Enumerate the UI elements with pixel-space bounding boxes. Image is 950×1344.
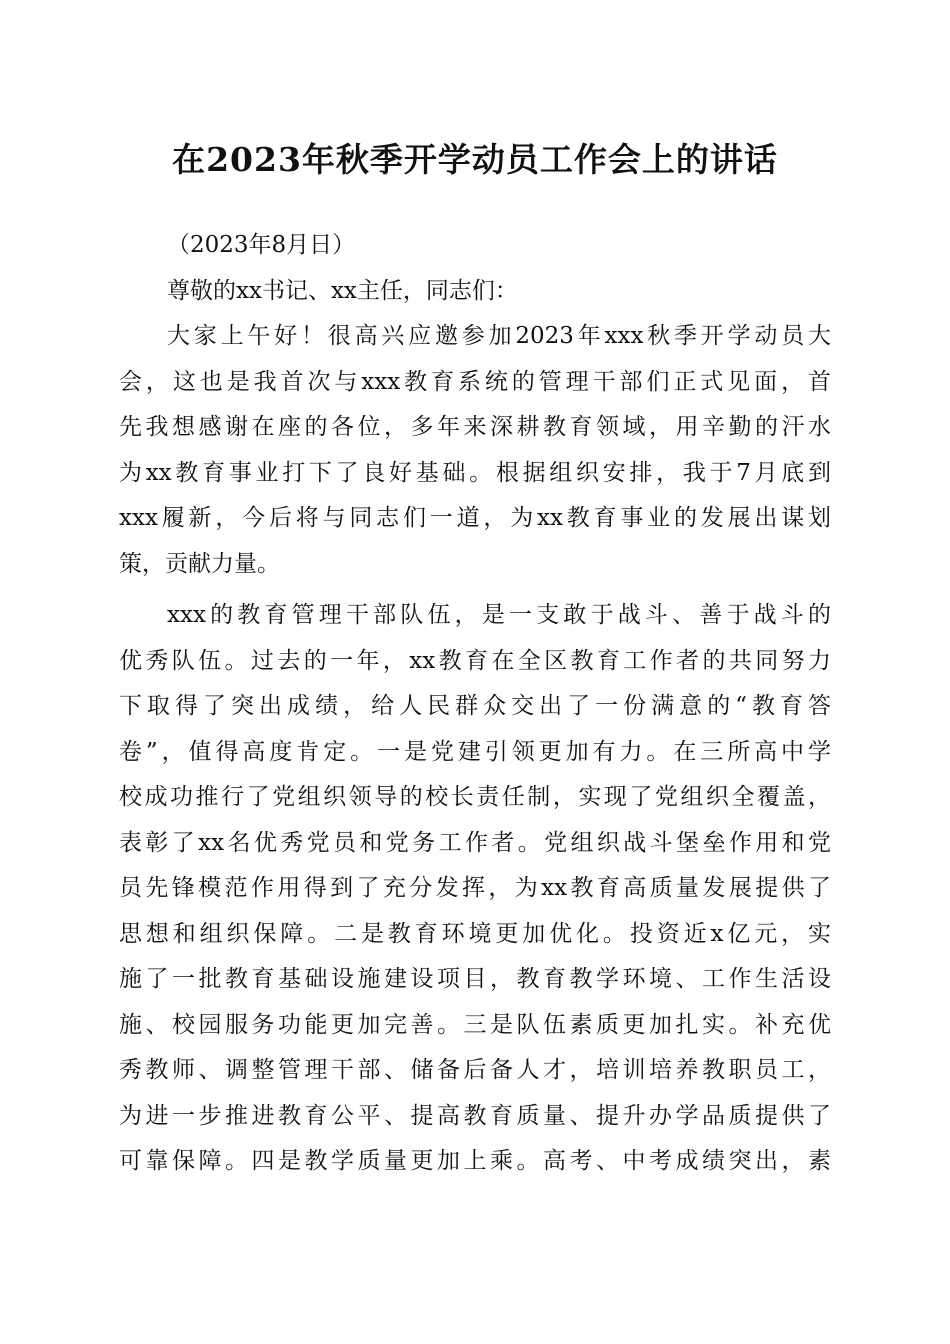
paragraph-line: 思想和组织保障。二是教育环境更加优化。投资近x亿元，实 <box>119 920 831 947</box>
date-line: （2023年8月日） <box>167 232 356 258</box>
paragraph-1 <box>119 314 831 587</box>
paragraph-line: 校成功推行了党组织领导的校长责任制，实现了党组织全覆盖， <box>119 784 831 810</box>
paragraph-line: 大家上午好！很高兴应邀参加2023年xxx秋季开学动员大 <box>167 323 831 349</box>
paragraph-line: 策，贡献力量。 <box>119 550 280 577</box>
document-title: 在2023年秋季开学动员工作会上的讲话 <box>172 140 778 179</box>
paragraph-2 <box>119 593 831 1185</box>
paragraph-line: 员先锋模范作用得到了充分发挥，为xx教育高质量发展提供了 <box>119 875 831 901</box>
paragraph-line: 表彰了xx名优秀党员和党务工作者。党组织战斗堡垒作用和党 <box>119 829 831 856</box>
paragraph-line: 秀教师、调整管理干部、储备后备人才，培训培养教职员工， <box>119 1057 831 1083</box>
paragraph-line: xxx履新，今后将与同志们一道，为xx教育事业的发展出谋划 <box>119 505 831 531</box>
paragraph-line: 为进一步推进教育公平、提高教育质量、提升办学品质提供了 <box>119 1102 831 1129</box>
paragraph-line: xxx的教育管理干部队伍，是一支敢于战斗、善于战斗的 <box>167 602 831 628</box>
paragraph-line: 施了一批教育基础设施建设项目，教育教学环境、工作生活设 <box>119 966 831 992</box>
paragraph-line: 施、校园服务功能更加完善。三是队伍素质更加扎实。补充优 <box>119 1011 831 1038</box>
paragraph-line: 下取得了突出成绩，给人民群众交出了一份满意的“教育答 <box>119 693 831 719</box>
paragraph-line: 为xx教育事业打下了良好基础。根据组织安排，我于7月底到 <box>119 459 831 486</box>
paragraph-line: 卷”，值得高度肯定。一是党建引领更加有力。在三所高中学 <box>119 738 831 765</box>
paragraph-line: 会，这也是我首次与xxx教育系统的管理干部们正式见面，首 <box>119 368 831 395</box>
salutation: 尊敬的xx书记、xx主任，同志们： <box>167 277 518 304</box>
paragraph-line: 优秀队伍。过去的一年，xx教育在全区教育工作者的共同努力 <box>119 647 831 674</box>
paragraph-line: 可靠保障。四是教学质量更加上乘。高考、中考成绩突出，素 <box>119 1148 831 1174</box>
document-body <box>119 223 831 1185</box>
paragraph-line: 先我想感谢在座的各位，多年来深耕教育领域，用辛勤的汗水 <box>119 414 831 440</box>
